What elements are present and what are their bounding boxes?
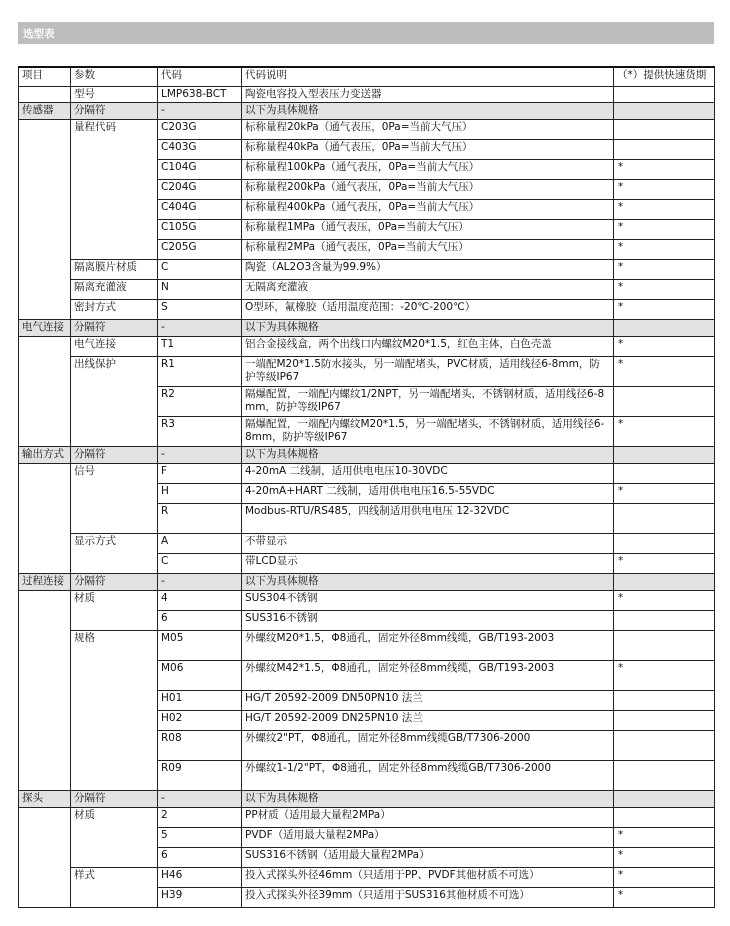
desc-cell: HG/T 20592-2009 DN25PN10 法兰 [242,711,614,731]
desc-cell: 标称量程100kPa（通气表压，0Pa=当前大气压） [242,160,614,180]
header-code: 代码 [158,67,242,87]
code-cell: T1 [158,337,242,357]
param-name: 隔离膜片材质 [71,260,158,280]
section-item-blank [19,337,71,447]
code-cell: R09 [158,761,242,791]
separator-star [614,103,715,120]
separator-star [614,791,715,808]
desc-cell: 标称量程200kPa（通气表压，0Pa=当前大气压） [242,180,614,200]
code-cell: C204G [158,180,242,200]
separator-desc: 以下为具体规格 [242,103,614,120]
code-cell: C [158,260,242,280]
param-name: 量程代码 [71,120,158,260]
table-row [19,534,715,554]
separator-desc: 以下为具体规格 [242,320,614,337]
fast-delivery-star: * [614,868,715,888]
desc-cell: 标称量程40kPa（通气表压，0Pa=当前大气压） [242,140,614,160]
desc-cell: 不带显示 [242,534,614,554]
section-separator-row [19,791,715,808]
separator-star [614,574,715,591]
section-item-blank [19,591,71,791]
header-desc: 代码说明 [242,67,614,87]
fast-delivery-star [614,504,715,534]
desc-cell: 陶瓷（AL2O3含量为99.9%） [242,260,614,280]
desc-cell: 隔爆配置，一端配内螺纹M20*1.5，另一端配堵头，不锈钢材质，适用线径6-8mm，防护等级IP67 [242,417,614,447]
code-cell: R2 [158,387,242,417]
desc-cell: 标称量程2MPa（通气表压，0Pa=当前大气压） [242,240,614,260]
table-row [19,591,715,611]
separator-star [614,447,715,464]
param-name: 隔离充灌液 [71,280,158,300]
fast-delivery-star: * [614,240,715,260]
desc-cell: 标称量程400kPa（通气表压，0Pa=当前大气压） [242,200,614,220]
separator-param: 分隔符 [71,103,158,120]
code-cell: N [158,280,242,300]
desc-cell: PVDF（适用最大量程2MPa） [242,828,614,848]
code-cell: M05 [158,631,242,661]
fast-delivery-star [614,808,715,828]
code-cell: S [158,300,242,320]
section-item: 电气连接 [19,320,71,337]
param-name: 规格 [71,631,158,791]
param-name: 显示方式 [71,534,158,574]
desc-cell: 铝合金接线盒，两个出线口内螺纹M20*1.5，红色主体，白色壳盖 [242,337,614,357]
table-body [19,87,715,908]
section-item-blank [19,120,71,320]
code-cell: C203G [158,120,242,140]
header-item: 项目 [19,67,71,87]
table-row [19,868,715,888]
fast-delivery-star [614,711,715,731]
code-cell: M06 [158,661,242,691]
param-name: 信号 [71,464,158,534]
code-cell: 6 [158,848,242,868]
table-row [19,464,715,484]
table-row [19,120,715,140]
desc-cell: 4-20mA+HART 二线制，适用供电电压16.5-55VDC [242,484,614,504]
desc-cell: 标称量程1MPa（通气表压，0Pa=当前大气压） [242,220,614,240]
section-separator-row [19,574,715,591]
fast-delivery-star [614,761,715,791]
code-cell: H02 [158,711,242,731]
param-name: 材质 [71,808,158,868]
separator-desc: 以下为具体规格 [242,447,614,464]
header-fast-delivery: （*）提供快速货期 [614,67,715,87]
fast-delivery-star: * [614,300,715,320]
model-star-cell [614,87,715,103]
table-row [19,808,715,828]
fast-delivery-star [614,387,715,417]
code-cell: 5 [158,828,242,848]
code-cell: A [158,534,242,554]
desc-cell: 4-20mA 二线制，适用供电电压10-30VDC [242,464,614,484]
param-name: 密封方式 [71,300,158,320]
code-cell: H39 [158,888,242,908]
desc-cell: 外螺纹M20*1.5，Φ8通孔，固定外径8mm线缆，GB/T193-2003 [242,631,614,661]
selection-table [18,66,715,908]
fast-delivery-star: * [614,160,715,180]
section-item: 探头 [19,791,71,808]
table-row [19,357,715,387]
fast-delivery-star [614,534,715,554]
section-title-bar [18,22,714,44]
code-cell: 4 [158,591,242,611]
header-param: 参数 [71,67,158,87]
separator-param: 分隔符 [71,791,158,808]
code-cell: C404G [158,200,242,220]
code-cell: F [158,464,242,484]
fast-delivery-star: * [614,260,715,280]
desc-cell: SUS316不锈钢（适用最大量程2MPa） [242,848,614,868]
desc-cell: 无隔离充灌液 [242,280,614,300]
fast-delivery-star [614,120,715,140]
desc-cell: 外螺纹2"PT，Φ8通孔，固定外径8mm线缆GB/T7306-2000 [242,731,614,761]
model-param: 型号 [71,87,158,103]
desc-cell: 隔爆配置，一端配内螺纹1/2NPT，另一端配堵头，不锈钢材质，适用线径6-8mm，防护等级IP67 [242,387,614,417]
separator-code: - [158,791,242,808]
table-row [19,337,715,357]
fast-delivery-star [614,140,715,160]
section-item-blank [19,464,71,574]
table-row [19,280,715,300]
section-separator-row [19,320,715,337]
table-row [19,260,715,280]
separator-code: - [158,103,242,120]
code-cell: 2 [158,808,242,828]
fast-delivery-star: * [614,848,715,868]
separator-code: - [158,320,242,337]
code-cell: H01 [158,691,242,711]
desc-cell: 一端配M20*1.5防水接头，另一端配堵头，PVC材质，适用线径6-8mm，防护等级IP67 [242,357,614,387]
desc-cell: PP材质（适用最大量程2MPa） [242,808,614,828]
code-cell: C [158,554,242,574]
model-desc: 陶瓷电容投入型表压力变送器 [242,87,614,103]
separator-desc: 以下为具体规格 [242,791,614,808]
desc-cell: 投入式探头外径39mm（只适用于SUS316其他材质不可选） [242,888,614,908]
model-code: LMP638-BCT [158,87,242,103]
separator-param: 分隔符 [71,320,158,337]
desc-cell: O型环，氟橡胶（适用温度范围：-20℃-200℃） [242,300,614,320]
separator-param: 分隔符 [71,447,158,464]
code-cell: R [158,504,242,534]
fast-delivery-star: * [614,180,715,200]
code-cell: H [158,484,242,504]
desc-cell: 带LCD显示 [242,554,614,574]
fast-delivery-star: * [614,280,715,300]
desc-cell: 标称量程20kPa（通气表压，0Pa=当前大气压） [242,120,614,140]
desc-cell: SUS304不锈钢 [242,591,614,611]
separator-param: 分隔符 [71,574,158,591]
fast-delivery-star [614,464,715,484]
desc-cell: SUS316不锈钢 [242,611,614,631]
param-name: 电气连接 [71,337,158,357]
fast-delivery-star: * [614,888,715,908]
code-cell: C105G [158,220,242,240]
section-item: 传感器 [19,103,71,120]
param-name: 出线保护 [71,357,158,447]
fast-delivery-star [614,731,715,761]
code-cell: R1 [158,357,242,387]
desc-cell: 外螺纹M42*1.5，Φ8通孔，固定外径8mm线缆，GB/T193-2003 [242,661,614,691]
separator-desc: 以下为具体规格 [242,574,614,591]
param-name: 样式 [71,868,158,908]
section-item-blank [19,808,71,908]
fast-delivery-star: * [614,220,715,240]
code-cell: C403G [158,140,242,160]
fast-delivery-star: * [614,337,715,357]
desc-cell: 投入式探头外径46mm（只适用于PP、PVDF其他材质不可选） [242,868,614,888]
fast-delivery-star [614,631,715,661]
table-row [19,300,715,320]
page-title: 选型表 [23,28,55,40]
fast-delivery-star: * [614,417,715,447]
fast-delivery-star [614,691,715,711]
separator-star [614,320,715,337]
separator-code: - [158,447,242,464]
section-separator-row [19,447,715,464]
separator-code: - [158,574,242,591]
code-cell: H46 [158,868,242,888]
model-row [19,87,715,103]
fast-delivery-star: * [614,200,715,220]
fast-delivery-star: * [614,484,715,504]
fast-delivery-star [614,611,715,631]
fast-delivery-star: * [614,661,715,691]
table-header-row [19,67,715,87]
code-cell: R3 [158,417,242,447]
model-item-cell [19,87,71,103]
section-separator-row [19,103,715,120]
code-cell: R08 [158,731,242,761]
fast-delivery-star: * [614,357,715,387]
param-name: 材质 [71,591,158,631]
section-item: 过程连接 [19,574,71,591]
code-cell: C205G [158,240,242,260]
fast-delivery-star: * [614,591,715,611]
fast-delivery-star: * [614,554,715,574]
desc-cell: 外螺纹1-1/2"PT，Φ8通孔，固定外径8mm线缆GB/T7306-2000 [242,761,614,791]
code-cell: 6 [158,611,242,631]
desc-cell: Modbus-RTU/RS485，四线制适用供电电压 12-32VDC [242,504,614,534]
section-item: 输出方式 [19,447,71,464]
code-cell: C104G [158,160,242,180]
desc-cell: HG/T 20592-2009 DN50PN10 法兰 [242,691,614,711]
fast-delivery-star: * [614,828,715,848]
table-row [19,631,715,661]
